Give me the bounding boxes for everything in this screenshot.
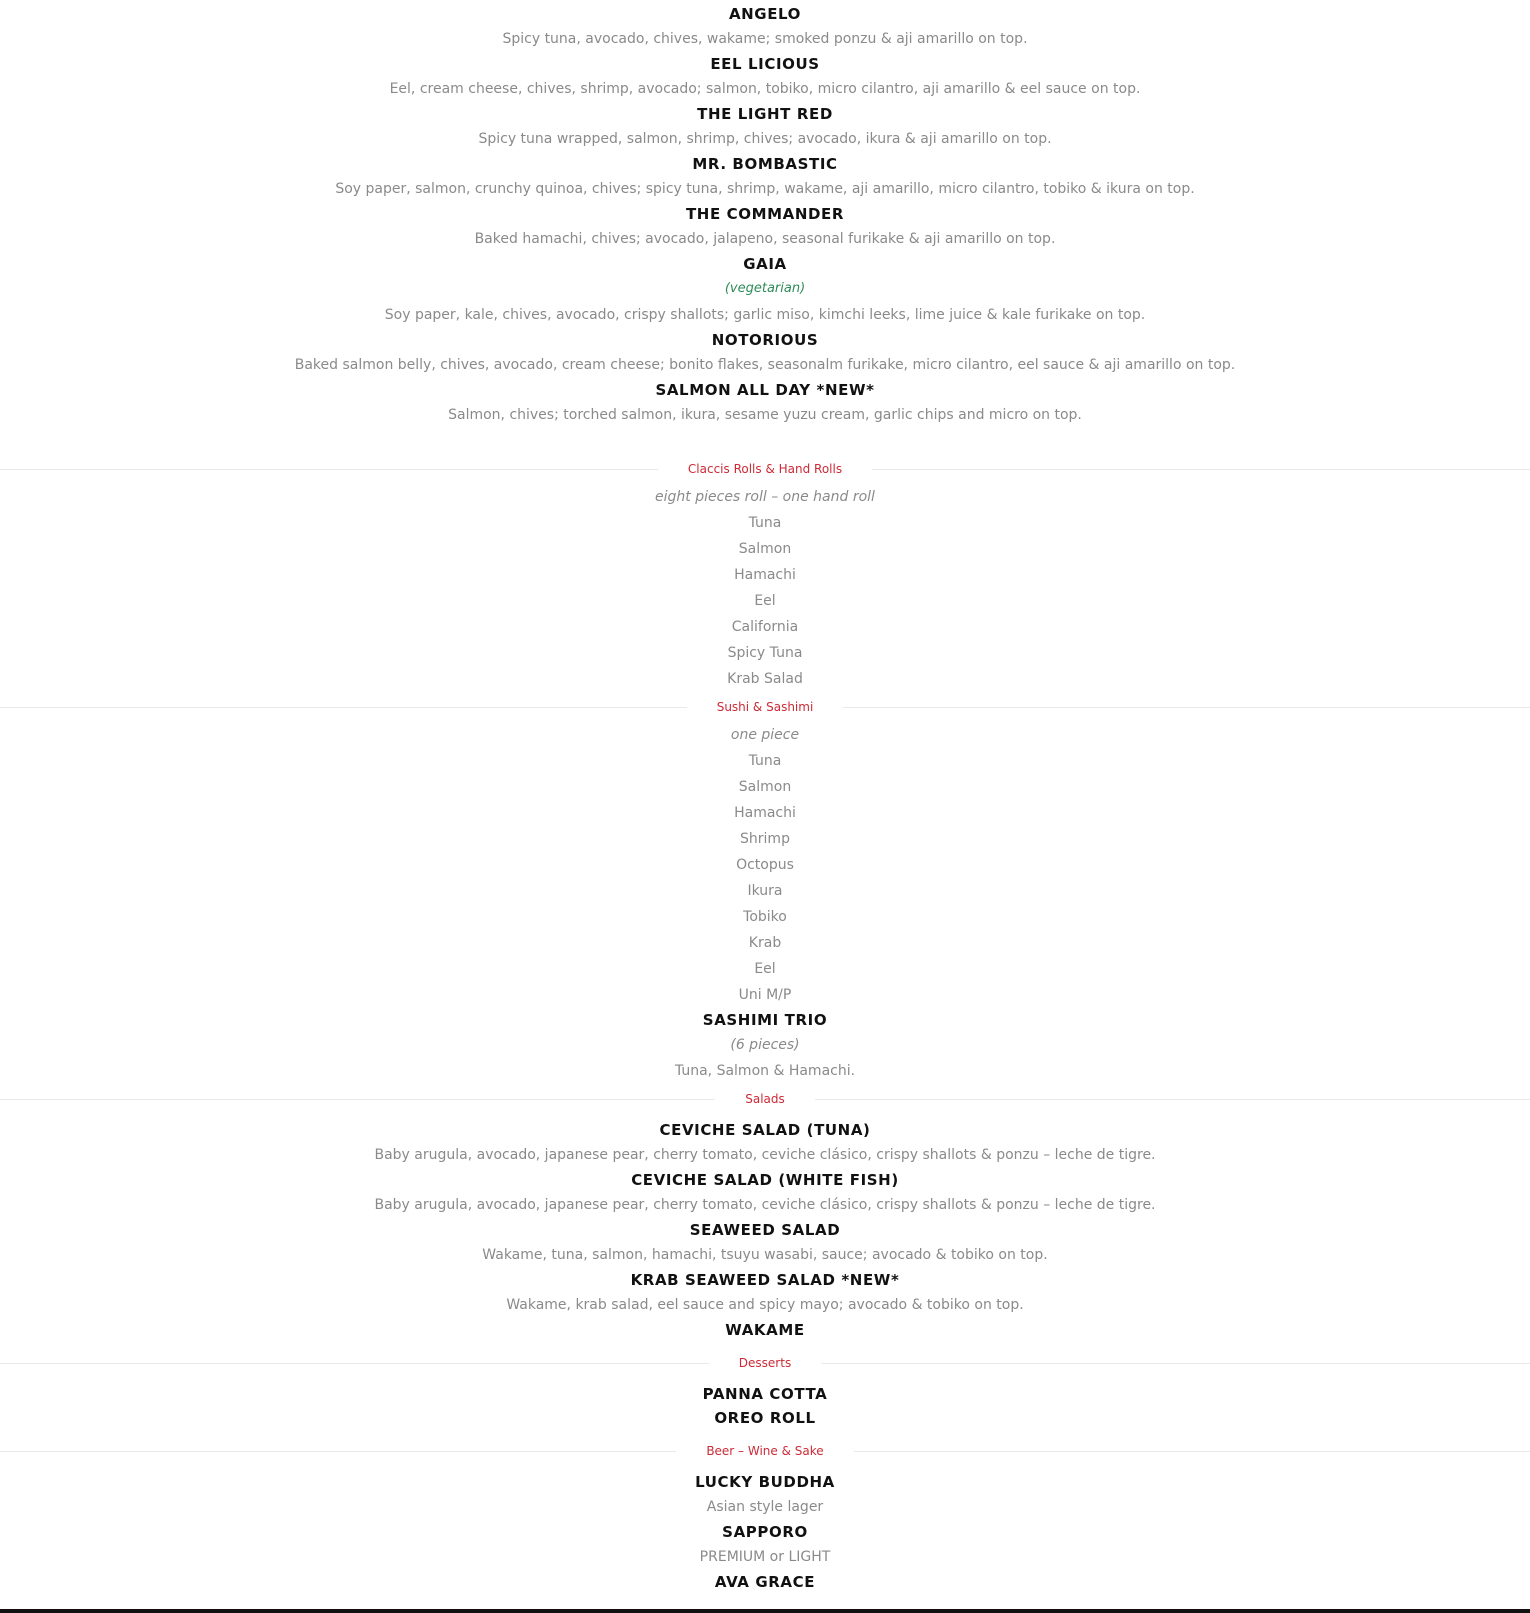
menu-item-notorious (0, 328, 1530, 378)
vegetarian-tag: (vegetarian) (724, 281, 806, 296)
item-description: Baby arugula, avocado, japanese pear, cherry tomato, ceviche clásico, crispy shallots & ponzu – leche de tigre. (374, 1197, 1156, 1213)
drinks-section (0, 1440, 1530, 1594)
list-item: California (731, 619, 799, 635)
item-description: PREMIUM or LIGHT (699, 1549, 831, 1565)
list-item: Spicy Tuna (727, 645, 803, 661)
menu-item-oreo-roll: OREO ROLL (714, 1409, 816, 1427)
list-item: Tuna (748, 515, 782, 531)
list-item: Octopus (736, 857, 794, 873)
menu-item-eel-licious (0, 52, 1530, 102)
item-description: Baby arugula, avocado, japanese pear, cherry tomato, ceviche clásico, crispy shallots & ponzu – leche de tigre. (374, 1147, 1156, 1163)
list-item: Hamachi (734, 567, 796, 583)
item-description: Wakame, krab salad, eel sauce and spicy mayo; avocado & tobiko on top. (506, 1297, 1024, 1313)
item-name: CEVICHE SALAD (TUNA) (659, 1121, 871, 1139)
item-name: MR. BOMBASTIC (692, 155, 838, 173)
section-header (0, 1352, 1530, 1374)
section-note: eight pieces roll – one hand roll (655, 489, 875, 505)
section-title: Beer – Wine & Sake (676, 1444, 853, 1458)
menu-item-panna-cotta: PANNA COTTA (702, 1385, 828, 1403)
item-description: Baked hamachi, chives; avocado, jalapeno, seasonal furikake & aji amarillo on top. (474, 231, 1056, 247)
item-note: (6 pieces) (730, 1037, 800, 1053)
list-item: Tuna (748, 753, 782, 769)
item-description: Asian style lager (706, 1499, 824, 1515)
item-name: CEVICHE SALAD (WHITE FISH) (631, 1171, 899, 1189)
item-name: THE COMMANDER (685, 205, 845, 223)
menu-item-lucky-buddha (0, 1470, 1530, 1520)
item-description: Baked salmon belly, chives, avocado, cream cheese; bonito flakes, seasonalm furikake, micro cilantro, eel sauce & aji amarillo on top. (294, 357, 1236, 373)
item-name: KRAB SEAWEED SALAD *NEW* (630, 1271, 900, 1289)
item-name: EEL LICIOUS (710, 55, 820, 73)
list-item: Salmon (738, 779, 792, 795)
menu-item-gaia (0, 252, 1530, 328)
list-item: Krab (748, 935, 782, 951)
list-item: Shrimp (740, 831, 790, 847)
list-item: Uni M/P (738, 987, 792, 1003)
menu-item-angelo (0, 2, 1530, 52)
salads-section (0, 1088, 1530, 1342)
section-title: Sushi & Sashimi (687, 700, 844, 714)
item-name: NOTORIOUS (711, 331, 819, 349)
menu-item-wakame: WAKAME (725, 1321, 805, 1339)
menu-item-ceviche-salad-white-fish (0, 1168, 1530, 1218)
menu-item-mr-bombastic (0, 152, 1530, 202)
menu-item-ava-grace: AVA GRACE (714, 1573, 816, 1591)
item-description: Soy paper, kale, chives, avocado, crispy shallots; garlic miso, kimchi leeks, lime juice & kale furikake on top. (384, 307, 1146, 323)
item-description: Salmon, chives; torched salmon, ikura, sesame yuzu cream, garlic chips and micro on top. (448, 407, 1082, 423)
menu-item-krab-seaweed-salad (0, 1268, 1530, 1318)
rolls-section (0, 0, 1530, 428)
menu-item-sashimi-trio (0, 1008, 1530, 1084)
sushi-sashimi-section (0, 696, 1530, 1084)
list-item: Ikura (747, 883, 783, 899)
item-name: SALMON ALL DAY *NEW* (655, 381, 875, 399)
list-item: Salmon (738, 541, 792, 557)
item-description: Soy paper, salmon, crunchy quinoa, chives; spicy tuna, shrimp, wakame, aji amarillo, micro cilantro, tobiko & ikura on top. (335, 181, 1195, 197)
item-name: SAPPORO (722, 1523, 808, 1541)
menu-item-salmon-all-day (0, 378, 1530, 428)
menu-item-the-light-red (0, 102, 1530, 152)
menu-item-seaweed-salad (0, 1218, 1530, 1268)
list-item: Eel (754, 593, 776, 609)
section-title: Salads (715, 1092, 815, 1106)
list-item: Krab Salad (727, 671, 803, 687)
item-name: ANGELO (728, 5, 802, 23)
list-item: Hamachi (734, 805, 796, 821)
item-description: Tuna, Salmon & Hamachi. (674, 1063, 856, 1079)
item-description: Eel, cream cheese, chives, shrimp, avocado; salmon, tobiko, micro cilantro, aji amarillo & eel sauce on top. (389, 81, 1141, 97)
section-header (0, 696, 1530, 718)
item-description: Wakame, tuna, salmon, hamachi, tsuyu wasabi, sauce; avocado & tobiko on top. (482, 1247, 1048, 1263)
item-name: SEAWEED SALAD (689, 1221, 841, 1239)
list-item: Eel (754, 961, 776, 977)
section-header (0, 1440, 1530, 1462)
list-item: Tobiko (743, 909, 787, 925)
section-note: one piece (730, 727, 800, 743)
item-description: Spicy tuna, avocado, chives, wakame; smoked ponzu & aji amarillo on top. (502, 31, 1028, 47)
item-name: SASHIMI TRIO (702, 1011, 828, 1029)
item-name: THE LIGHT RED (697, 105, 833, 123)
bottom-edge-bar (0, 1609, 1530, 1613)
desserts-section (0, 1352, 1530, 1430)
menu-item-ceviche-salad-tuna (0, 1118, 1530, 1168)
menu-item-sapporo (0, 1520, 1530, 1570)
item-name: GAIA (743, 255, 787, 273)
section-header (0, 458, 1530, 480)
classic-rolls-section (0, 458, 1530, 692)
menu-item-the-commander (0, 202, 1530, 252)
section-title: Desserts (709, 1356, 821, 1370)
item-name: LUCKY BUDDHA (695, 1473, 835, 1491)
item-description: Spicy tuna wrapped, salmon, shrimp, chives; avocado, ikura & aji amarillo on top. (478, 131, 1052, 147)
section-header (0, 1088, 1530, 1110)
section-title: Claccis Rolls & Hand Rolls (658, 462, 872, 476)
